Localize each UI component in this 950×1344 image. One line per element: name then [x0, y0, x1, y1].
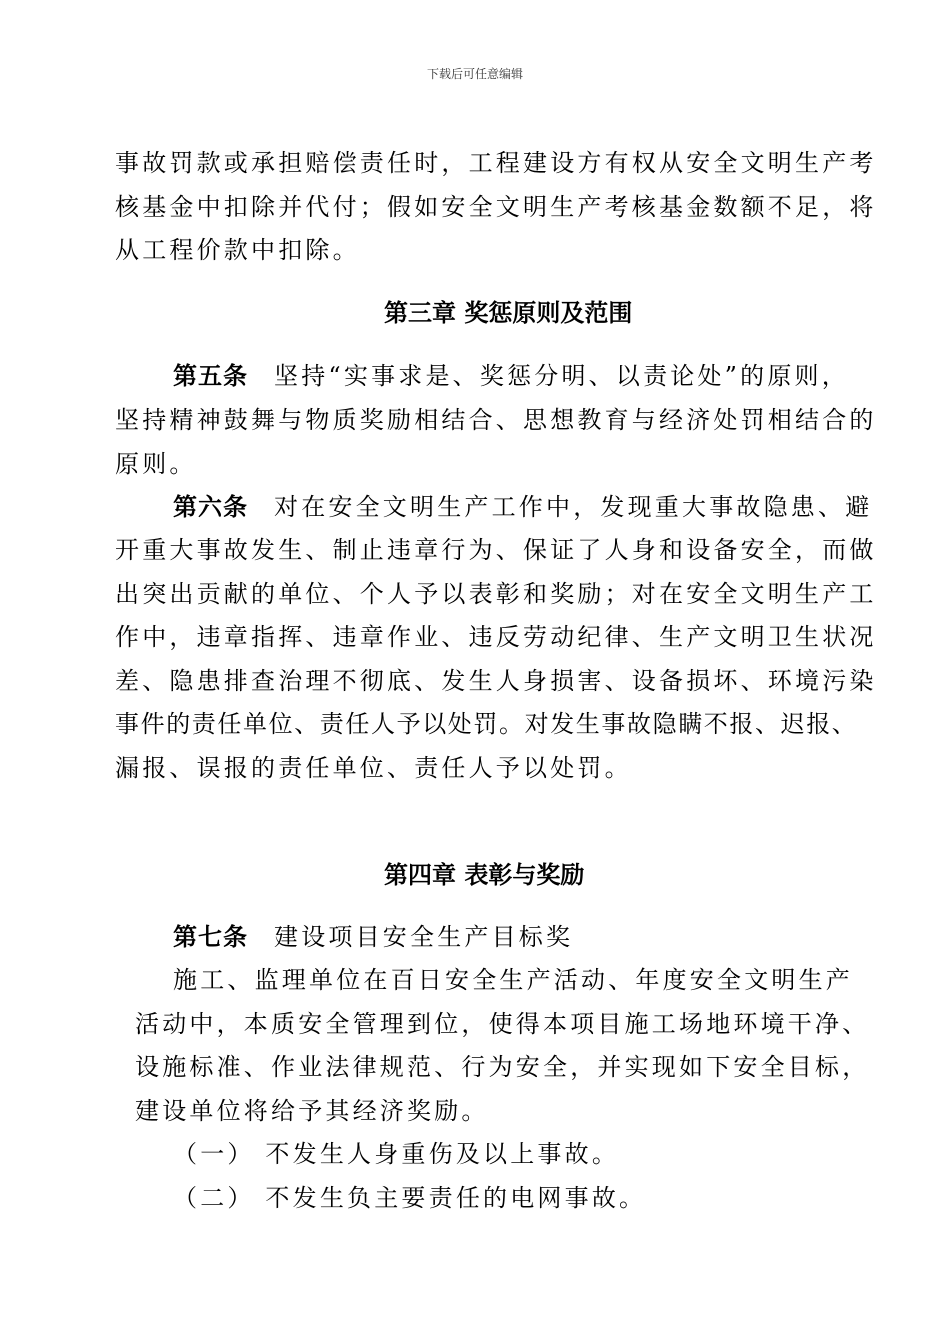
paragraph-line: 坚持精神鼓舞与物质奖励相结合、思想教育与经济处罚相结合的	[115, 406, 877, 434]
paragraph-line: 开重大事故发生、制止违章行为、保证了人身和设备安全，而做	[115, 536, 877, 564]
paragraph-line: 核基金中扣除并代付；假如安全文明生产考核基金数额不足，将	[115, 193, 877, 221]
paragraph-line: 原则。	[115, 450, 197, 478]
paragraph-line: 事故罚款或承担赔偿责任时，工程建设方有权从安全文明生产考	[115, 149, 877, 177]
paragraph-line: 事件的责任单位、责任人予以处罚。对发生事故隐瞒不报、迟报、	[115, 710, 858, 738]
article-7-title: 建设项目安全生产目标奖	[274, 923, 574, 951]
article-7-first-line	[173, 922, 573, 952]
paragraph-line: 设施标准、作业法律规范、行为安全，并实现如下安全目标，	[135, 1053, 870, 1081]
article-6-first-line	[173, 492, 872, 522]
paragraph-line: 出突出贡献的单位、个人予以表彰和奖励；对在安全文明生产工	[115, 580, 877, 608]
paragraph-line: 建设单位将给予其经济奖励。	[135, 1097, 489, 1125]
paragraph-line: 从工程价款中扣除。	[115, 236, 360, 264]
paragraph-line: 活动中，本质安全管理到位，使得本项目施工场地环境干净、	[135, 1010, 870, 1038]
paragraph-line: 施工、监理单位在百日安全生产活动、年度安全文明生产	[173, 966, 853, 994]
article-6-label: 第六条	[173, 493, 248, 521]
article-5-text: 坚持“实事求是、奖惩分明、以责论处”的原则，	[274, 362, 849, 390]
paragraph-line: 差、隐患排查治理不彻底、发生人身损害、设备损坏、环境污染	[115, 667, 877, 695]
chapter-3-heading: 第三章 奖惩原则及范围	[384, 299, 633, 327]
paragraph-line: 作中，违章指挥、违章作业、违反劳动纪律、生产文明卫生状况	[115, 623, 877, 651]
list-item: （一） 不发生人身重伤及以上事故。	[173, 1140, 620, 1168]
list-item: （二） 不发生负主要责任的电网事故。	[173, 1184, 647, 1212]
article-5-first-line	[173, 361, 849, 391]
chapter-4-heading: 第四章 表彰与奖励	[384, 861, 585, 889]
article-7-label: 第七条	[173, 923, 248, 951]
article-6-text: 对在安全文明生产工作中，发现重大事故隐患、避	[274, 493, 873, 521]
paragraph-line: 漏报、误报的责任单位、责任人予以处罚。	[115, 754, 632, 782]
page-header: 下载后可任意编辑	[426, 67, 523, 81]
article-5-label: 第五条	[173, 362, 248, 390]
